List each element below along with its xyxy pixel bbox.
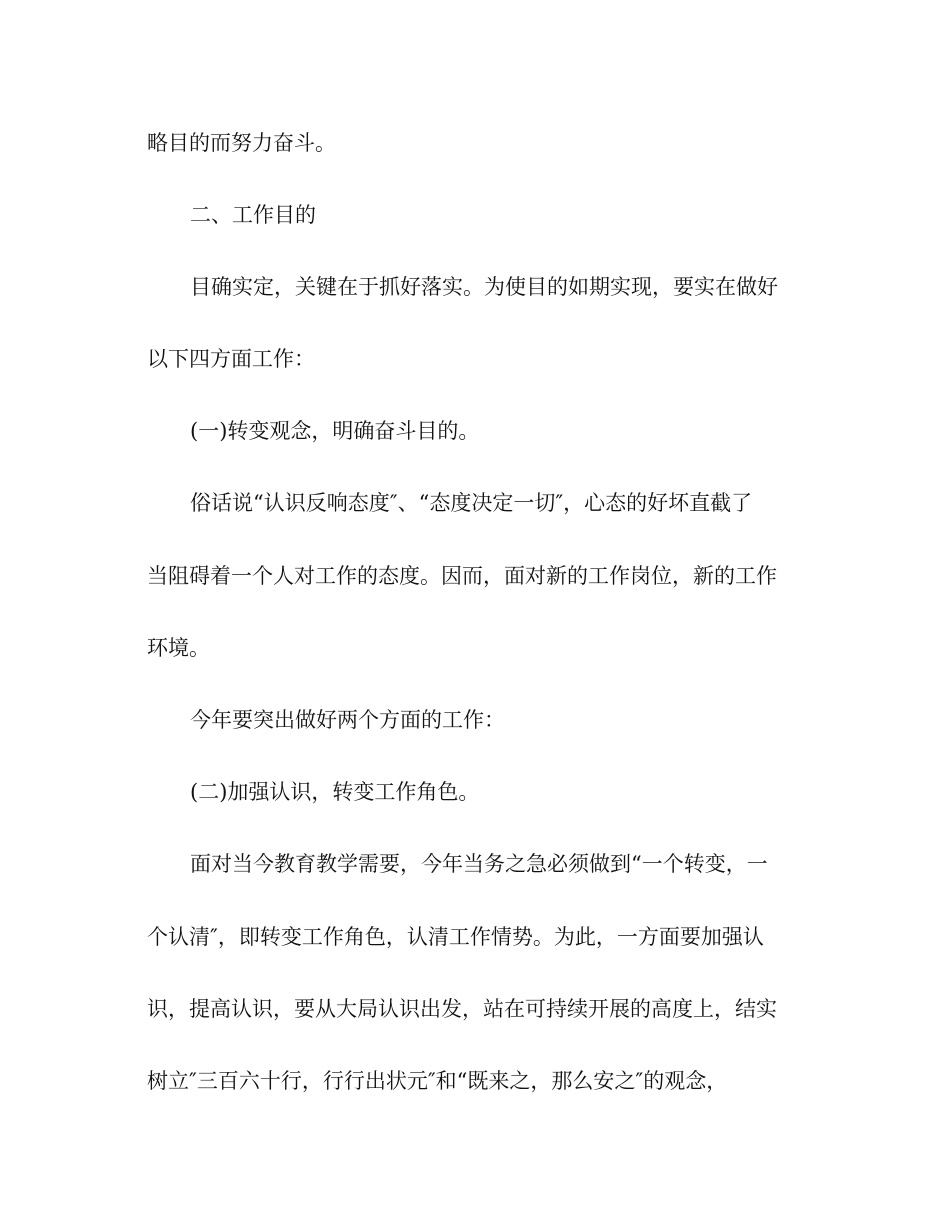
paragraph-line: 略目的而努力奋斗。 xyxy=(147,131,336,155)
paragraph-line: 目确实定，关键在于抓好落实。为使目的如期实现，要实在做好 xyxy=(190,275,778,299)
paragraph-line: 当阻碍着一个人对工作的态度。因而，面对新的工作岗位，新的工作 xyxy=(147,564,777,588)
paragraph-line: 个认清″，即转变工作角色，认清工作情势。为此，一方面要加强认 xyxy=(147,925,764,949)
paragraph-line: 以下四方面工作： xyxy=(147,347,315,371)
subsection-heading: (一)转变观念，明确奋斗目的。 xyxy=(190,419,480,443)
paragraph-line: 面对当今教育教学需要，今年当务之急必须做到“一个转变，一 xyxy=(190,852,768,876)
section-heading: 二、工作目的 xyxy=(190,203,316,227)
paragraph-line: 环境。 xyxy=(147,636,210,660)
paragraph-line: 树立″三百六十行，行行出状元″和“既来之，那么安之″的观念， xyxy=(147,1069,728,1093)
subsection-heading: (二)加强认识，转变工作角色。 xyxy=(190,780,480,804)
paragraph-line: 识，提高认识，要从大局认识出发，站在可持续开展的高度上，结实 xyxy=(147,997,777,1021)
paragraph-line: 俗话说“认识反响态度″、“态度决定一切″，心态的好坏直截了 xyxy=(190,491,753,515)
paragraph-line: 今年要突出做好两个方面的工作： xyxy=(190,708,505,732)
